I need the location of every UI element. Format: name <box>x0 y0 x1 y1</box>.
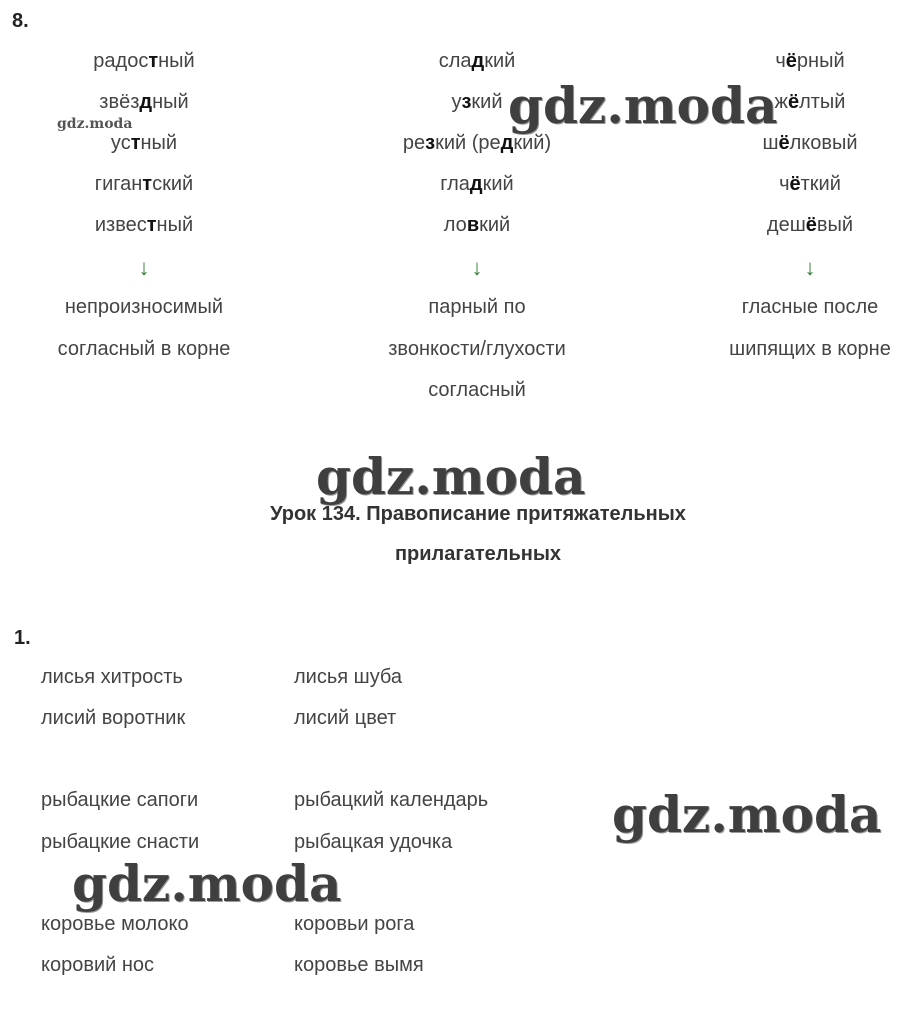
watermark-logo-small: gdz.moda <box>57 116 133 132</box>
word-col2-5: ловкий <box>443 214 511 236</box>
exercise-number: 8. <box>12 10 29 32</box>
arrow-down-icon: ↓ <box>138 255 150 280</box>
word-col3-3: шёлковый <box>762 132 858 154</box>
phrase-left: рыбацкие сапоги <box>41 789 199 811</box>
lesson-title: Урок 134. Правописание притяжательных <box>270 503 686 525</box>
result-col3-line1: гласные после <box>741 296 879 318</box>
result-col3-line2: шипящих в корне <box>729 338 891 360</box>
word-col2-4: гладкий <box>440 173 514 195</box>
word-col1-2: звёздный <box>99 91 189 113</box>
word-col1-3: устный <box>110 132 178 154</box>
arrow-down-icon: ↓ <box>804 255 816 280</box>
watermark-logo: gdz.moda <box>508 76 778 135</box>
result-col2-line1: парный по <box>428 296 526 318</box>
result-col1-line2: согласный в корне <box>57 338 231 360</box>
lesson-title-line2: прилагательных <box>394 543 562 565</box>
result-col2-line3: согласный <box>428 379 526 401</box>
phrase-right: рыбацкая удочка <box>294 831 453 853</box>
phrase-left: коровье молоко <box>41 913 189 935</box>
phrase-left: рыбацкие снасти <box>41 831 200 853</box>
word-col1-4: гигантский <box>94 173 194 195</box>
word-col2-1: сладкий <box>438 50 516 72</box>
watermark-logo: gdz.moda <box>612 785 882 844</box>
phrase-left: лисья хитрость <box>41 666 183 688</box>
word-col1-1: радостный <box>93 50 195 72</box>
phrase-right: коровьи рога <box>294 913 415 935</box>
result-col1-line1: непроизносимый <box>64 296 224 318</box>
watermark-logo: gdz.moda <box>316 447 586 506</box>
phrase-right: лисья шуба <box>294 666 403 688</box>
word-col2-3: резкий (редкий) <box>402 132 552 154</box>
arrow-down-icon: ↓ <box>471 255 483 280</box>
result-col2-line2: звонкости/глухости <box>388 338 566 360</box>
phrase-right: коровье вымя <box>294 954 424 976</box>
word-col3-5: дешёвый <box>766 214 854 236</box>
watermark-logo: gdz.moda <box>72 854 342 913</box>
exercise-number: 1. <box>14 627 31 649</box>
word-col1-5: известный <box>94 214 194 236</box>
word-col3-1: чёрный <box>775 50 845 72</box>
phrase-left: коровий нос <box>41 954 155 976</box>
word-col2-2: узкий <box>451 91 503 113</box>
phrase-left: лисий воротник <box>41 707 186 729</box>
word-col3-2: жёлтый <box>774 91 846 113</box>
phrase-right: лисий цвет <box>294 707 397 729</box>
word-col3-4: чёткий <box>779 173 841 195</box>
phrase-right: рыбацкий календарь <box>294 789 489 811</box>
